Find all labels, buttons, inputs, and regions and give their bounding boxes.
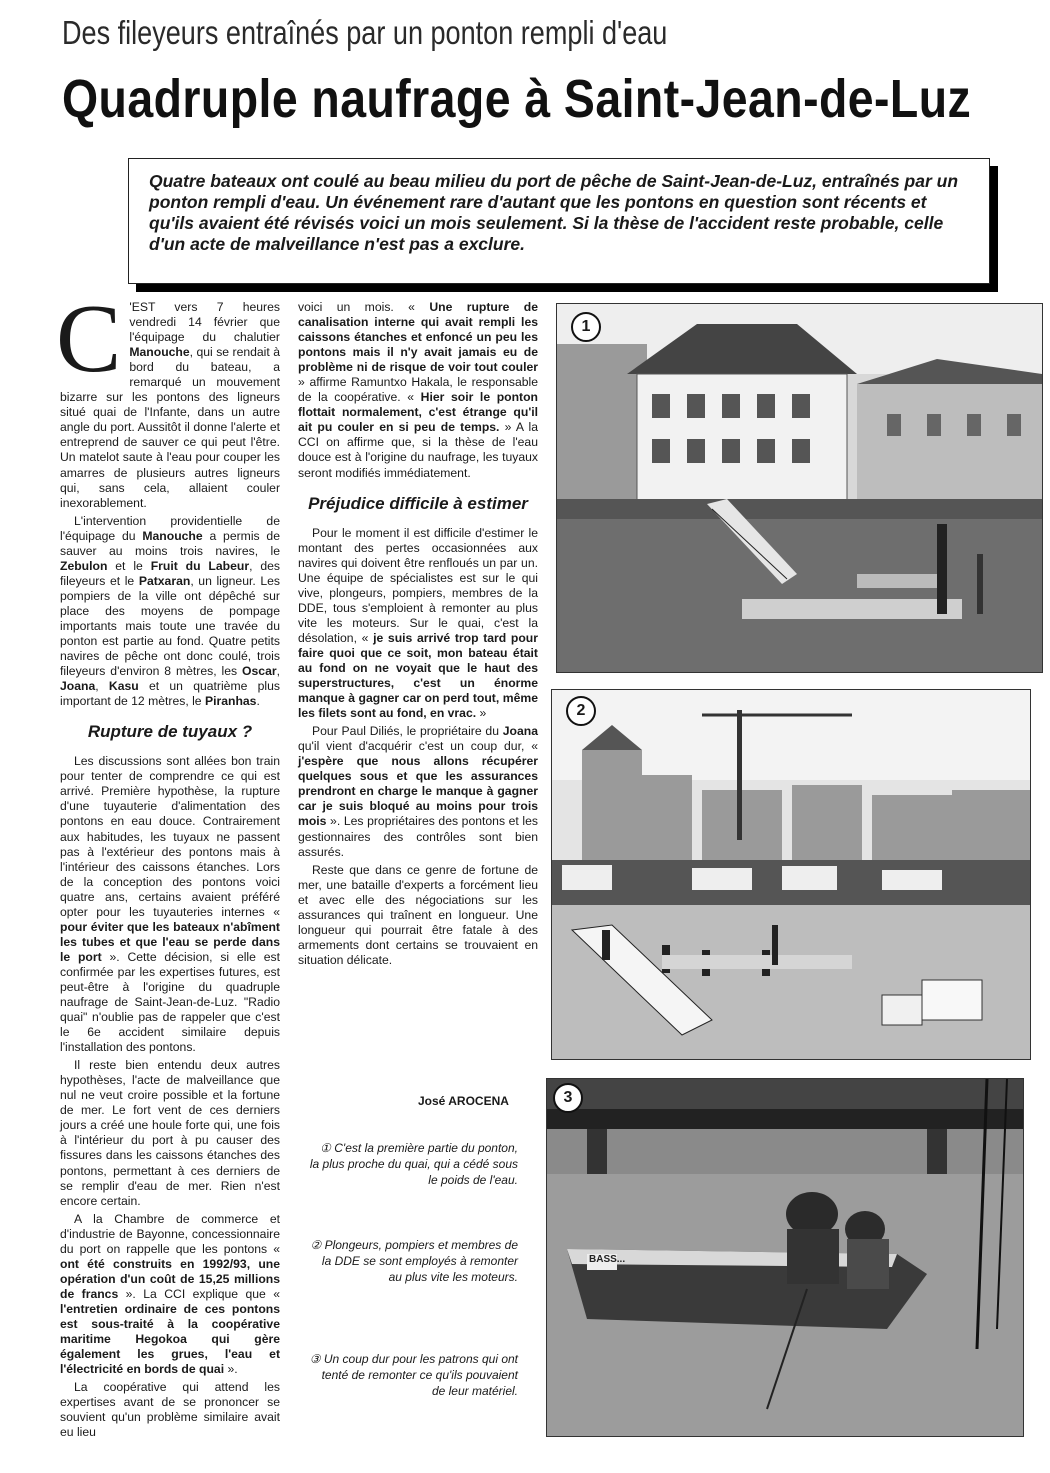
photo-harbor-rescue [551, 689, 1031, 1060]
lead-text: Quatre bateaux ont coulé au beau milieu du port de pêche de Saint-Jean-de-Luz, entraînés par un ponton rempli d'eau. Un événement rare d'autant que les pontons en question sont récents et qu'ils avaient été révisés voici un mois seulement. Si la thèse de l'accident reste probable, celle d'un acte de malveillance n'est pas a exclure. [149, 171, 959, 254]
paragraph-10: Reste que dans ce genre de fortune de mer, une bataille d'experts a forcément lieu et avec elle des négociations sur les assurances qui traînent en longueur. Une longueur qui pourrait être fatale à des armements dont certains se trouvaient en situation délicate. [298, 862, 538, 967]
subheading-rupture: Rupture de tuyaux ? [87, 722, 253, 742]
paragraph-3: Les discussions sont allées bon train pour tenter de comprendre ce qui est arrivé. Première hypothèse, la rupture d'une tuyauterie d'alimentation des pontons en eau douce. Contrairement aux habitudes, les tuyaux ne passent pas à l'extérieur des pontons mais à l'intérieur des caissons étanches. Lors de la conception des pontons voici quatre ans, certains avaient préféré opter pour les tuyauteries internes « pour éviter que les bateaux n'abîment les tubes et que l'eau se perde dans le port ». Cette décision, si elle est confirmée par les expertises futures, est peut-être à l'origine du quadruple naufrage de Saint-Jean-de-Luz. "Radio quai" n'oublie pas de rappeler que c'est le 6e accident similaire depuis l'installation des pontons. [60, 754, 280, 1055]
photo-number-1: 1 [571, 312, 601, 342]
article-column-1 [56, 285, 280, 1443]
paragraph-4: Il reste bien entendu deux autres hypothèses, l'acte de malveillance que nul ne veut croire possible et la fortune de mer. Le fort vent de ces derniers jours a créé une houle forte qui, une fois à l'intérieur du port à pu causer des fissures dans les caissons étanches des pontons, permettant à ces derniers de se remplir d'eau de mer. Rien n'est encore certain. [60, 1058, 280, 1208]
paragraph-5: A la Chambre de commerce et d'industrie de Bayonne, concessionnaire du port on rappelle que les pontons « ont été construits en 1992/93, une opération d'un coût de 15,25 millions de francs ». La CCI explique que « l'entretien ordinaire de ces pontons est sous-traité à la coopérative maritime Hegokoa qui gère également les grues, l'eau et l'électricité en bords de quai ». [60, 1211, 280, 1377]
paragraph-1: C 'EST vers 7 heures vendredi 14 février que l'équipage du chalutier Manouche, qui se rendait à bord du bateau, a remarqué un mouvement bizarre sur les pontons des ligneurs situé quai de l'Infante, dans un autre angle du port. Aussitôt il donne l'alerte et entreprend de sauver ce qui peut l'être. Un matelot saute à l'eau pour couper les amarres de plusieurs autres ligneurs qui, sans cela, allaient couler inexorablement. [56, 285, 280, 510]
paragraph-8: Pour le moment il est difficile d'estimer le montant des pertes occasionnées aux navires qui doivent être renfloués un par un. Une équipe de spécialistes est sur le qui vive, plongeurs, pompiers, membres de la DDE, tous s'emploient à remonter au plus vite les moteurs. Sur le quai, c'est la désolation, « je suis arrivé trop tard pour faire quoi que ce soit, mon bateau était au fond on ne voyait que le haut des superstructures, c'est un énorme manque à gagner car on perd tout, même les filets sont au fond, en vrac. » [298, 525, 538, 721]
subheading-prejudice: Préjudice difficile à estimer [308, 493, 528, 513]
paragraph-7: voici un mois. « Une rupture de canalisation interne qui avait rempli les caissons étanches et enfoncé un peu les pontons mais il n'y avait jamais eu de problème ni de risque de voir tout couler » affirme Ramuntxo Hakala, le responsable de la coopérative. « Hier soir le ponton flottait normalement, c'est étrange qu'il ait pu couler en si peu de temps. » A la CCI on affirme que, si la thèse de l'eau douce est à l'origine du naufrage, les tuyaux seront modifiés immédiatement. [298, 300, 538, 480]
photo-boat-recovery [546, 1078, 1024, 1437]
paragraph-2: L'intervention providentielle de l'équipage du Manouche a permis de sauver au moins trois navires, le Zebulon et le Fruit du Labeur, des fileyeurs et le Patxaran, un ligneur. Les pompiers de la ville ont dépêché sur place des moyens de pompage importants mais toute une travée du ponton est partie au fond. Quatre petits navires de pêche ont donc coulé, trois fileyeurs d'environ 8 mètres, les Oscar, Joana, Kasu et un quatrième plus important de 12 mètres, le Piranhas. [60, 513, 280, 709]
photo-number-2: 2 [566, 696, 596, 726]
article-column-2 [298, 300, 538, 971]
lead-box [128, 158, 990, 284]
photo-harbor-rescue-image [552, 690, 1030, 1059]
headline: Quadruple naufrage à Saint-Jean-de-Luz [62, 69, 972, 129]
paragraph-9: Pour Paul Diliés, le propriétaire du Joana qu'il vient d'acquérir c'est un coup dur, « j'espère que nous allons récupérer quelques sous et que les assurances prendront en charge le manque à gagner car je suis bloqué au moins pour trois mois ». Les propriétaires des pontons et les gestionnaires des contrôles sont bien assurés. [298, 724, 538, 859]
caption-1: ① C'est la première partie du ponton, la plus proche du quai, qui a cédé sous le poids de l'eau. [309, 1141, 518, 1187]
photo-number-3: 3 [553, 1083, 583, 1113]
drop-cap: C [56, 285, 122, 393]
photo-waterfront-image [557, 304, 1042, 672]
caption-2: ② Plongeurs, pompiers et membres de la DDE se sont employés à remonter au plus vite les moteurs. [310, 1238, 518, 1284]
paragraph-6: La coopérative qui attend les expertises avant de se prononcer se souvient qu'un problème similaire avait eu lieu [60, 1380, 280, 1440]
boat-name-label: BASS... [589, 1254, 626, 1265]
kicker: Des fileyeurs entraînés par un ponton rempli d'eau [62, 14, 668, 51]
photo-waterfront [556, 303, 1043, 673]
author-byline: José AROCENA [418, 1094, 509, 1108]
caption-3: ③ Un coup dur pour les patrons qui ont tenté de remonter ce qu'ils pouvaient de leur matériel. [309, 1352, 518, 1398]
